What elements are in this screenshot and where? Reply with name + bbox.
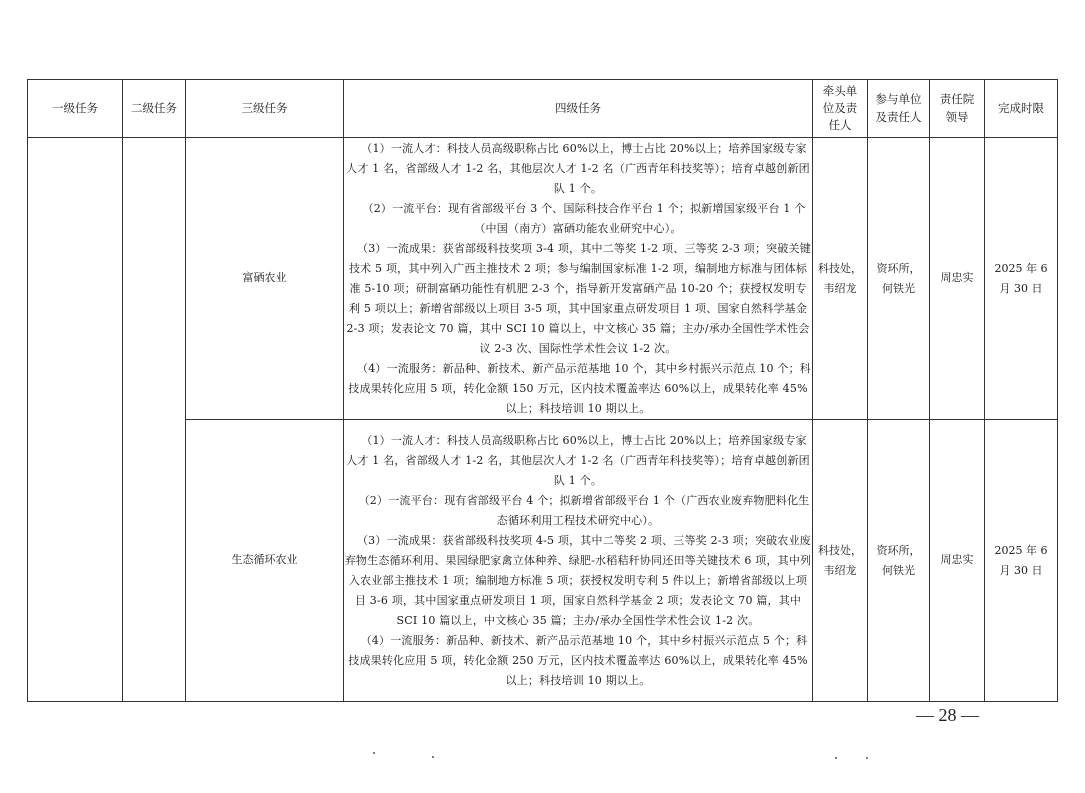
responsible-leader-cell: 周忠实: [930, 138, 985, 420]
level4-cell: [344, 138, 813, 420]
level4-item: （4）一流服务：新品种、新技术、新产品示范基地 10 个，其中乡村振兴示范点 5 个；科技成果转化应用 5 项，转化金额 250 万元，区内技术覆盖率达 60%以上，成果转化率 45%以上；科技培训 10 期以上。: [348, 633, 808, 687]
level4-cell: [344, 420, 813, 702]
level3-cell: 生态循环农业: [186, 420, 344, 702]
level4-item: （2）一流平台：现有省部级平台 3 个、国际科技合作平台 1 个；拟新增国家级平台 1 个（中国（南方）富硒功能农业研究中心）。: [362, 201, 806, 235]
scan-speck: [373, 752, 375, 754]
header-responsible-leader: 责任院领导: [930, 80, 985, 138]
scan-speck: [432, 756, 434, 758]
deadline-cell: 2025 年 6 月 30 日: [985, 420, 1058, 702]
header-lead-unit: 牵头单位及责任人: [813, 80, 868, 138]
level3-cell: 富硒农业: [186, 138, 344, 420]
level2-cell: [123, 138, 186, 702]
level1-cell: [28, 138, 123, 702]
lead-unit-cell: 科技处，韦绍龙: [813, 138, 868, 420]
header-level2: 二级任务: [123, 80, 186, 138]
level4-item: （1）一流人才：科技人员高级职称占比 60%以上，博士占比 20%以上；培养国家级专家人才 1 名，省部级人才 1-2 名，其他层次人才 1-2 名（广西青年科技奖等）；培育卓越创新团队 1 个。: [346, 141, 810, 195]
level4-item: （4）一流服务：新品种、新技术、新产品示范基地 10 个，其中乡村振兴示范点 10 个；科技成果转化应用 5 项，转化金额 150 万元，区内技术覆盖率达 60%以上，成果转化率 45%以上；科技培训 10 期以上。: [348, 361, 811, 415]
header-deadline: 完成时限: [985, 80, 1058, 138]
page-number: — 28 —: [916, 705, 979, 725]
level4-item: （3）一流成果：获省部级科技奖项 4-5 项，其中二等奖 2 项、三等奖 2-3 项；突破农业废弃物生态循环利用、果园绿肥家禽立体种养、绿肥-水稻秸秆协同还田等关键技术 6 项，其中列入农业部主推技术 1 项；编制地方标准 5 项；获授权发明专利 5 件以上；新增省部级以上项目 3-6 项，其中国家重点研发项目 1 项，国家自然科学基金 2 项；发表论文 70 篇，其中 SCI 10 篇以上，中文核心 35 篇；主办/承办全国性学术性会议 1-2 次。: [344, 533, 812, 627]
responsible-leader-cell: 周忠实: [930, 420, 985, 702]
table-row: [28, 138, 1058, 420]
header-level3: 三级任务: [186, 80, 344, 138]
table-header-row: [28, 80, 1058, 138]
level4-item: （3）一流成果：获省部级科技奖项 3-4 项，其中二等奖 1-2 项、三等奖 2-3 项；突破关键技术 5 项，其中列入广西主推技术 2 项；参与编制国家标准 1-2 项，编制地方标准与团体标准 5-10 项；研制富硒功能性有机肥 2-3 个，指导新开发富硒产品 10-20 个；获授权发明专利 5 项以上；新增省部级以上项目 3-5 项，其中国家重点研发项目 1 项、国家自然科学基金 2-3 项；发表论文 70 篇，其中 SCI 10 篇以上，中文核心 35 篇；主办/承办全国性学术性会议 2-3 次、国际性学术性会议 1-2 次。: [346, 241, 811, 355]
task-table: [27, 79, 1058, 702]
header-level4: 四级任务: [344, 80, 813, 138]
participating-unit-cell: 资环所，何铁光: [868, 420, 930, 702]
deadline-cell: 2025 年 6 月 30 日: [985, 138, 1058, 420]
level4-item: （1）一流人才：科技人员高级职称占比 60%以上，博士占比 20%以上；培养国家级专家人才 1 名，省部级人才 1-2 名，其他层次人才 1-2 名（广西青年科技奖等）；培育卓越创新团队 1 个。: [346, 433, 810, 487]
lead-unit-cell: 科技处，韦绍龙: [813, 420, 868, 702]
scan-speck: [835, 757, 837, 759]
participating-unit-cell: 资环所，何铁光: [868, 138, 930, 420]
scan-speck: [866, 757, 868, 759]
level4-item: （2）一流平台：现有省部级平台 4 个；拟新增省部级平台 1 个（广西农业废弃物肥料化生态循环利用工程技术研究中心）。: [358, 493, 810, 527]
header-level1: 一级任务: [28, 80, 123, 138]
header-participating-unit: 参与单位及责任人: [868, 80, 930, 138]
